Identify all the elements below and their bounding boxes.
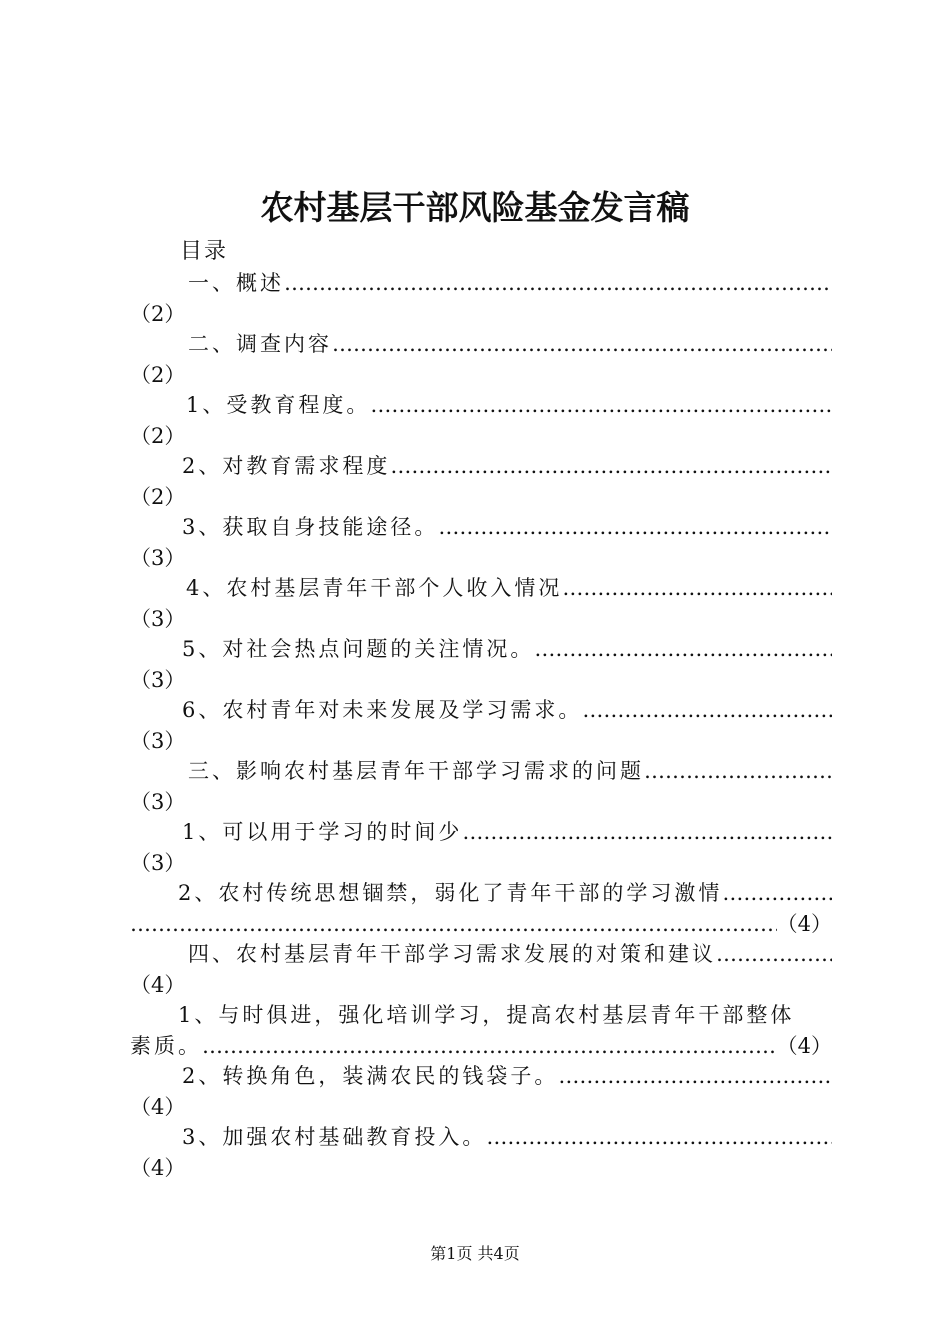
toc-entry-text: 4、农村基层青年干部个人收入情况 bbox=[186, 576, 563, 600]
toc-entry-text: 1、与时俱进，强化培训学习，提高农村基层青年干部整体 bbox=[178, 1003, 795, 1027]
toc-entry-text-continued: 素质。 bbox=[130, 1033, 202, 1058]
toc-entry-line bbox=[130, 756, 832, 787]
toc-entry-text: 2、农村传统思想锢禁，弱化了青年干部的学习激情 bbox=[178, 881, 723, 905]
toc-entry-page-number: （2） bbox=[130, 423, 186, 448]
toc-entry-line bbox=[130, 909, 832, 940]
toc-entry[interactable] bbox=[130, 756, 832, 817]
dot-leader bbox=[562, 573, 832, 604]
toc-entry[interactable] bbox=[130, 817, 832, 878]
toc-entry[interactable] bbox=[130, 939, 832, 1000]
toc-entry-page-number: （3） bbox=[130, 789, 186, 814]
toc-entry-line bbox=[130, 604, 832, 635]
toc-entry[interactable] bbox=[130, 695, 832, 756]
toc-entry-line bbox=[130, 268, 832, 299]
toc-entry-line bbox=[130, 1031, 832, 1062]
toc-entry[interactable] bbox=[130, 512, 832, 573]
toc-entry-line bbox=[130, 787, 832, 818]
toc-entry-page-number: （4） bbox=[776, 1033, 832, 1058]
toc-entry-text: 一、概述 bbox=[188, 271, 284, 295]
dot-leader bbox=[284, 268, 832, 299]
toc-entry-text: 四、农村基层青年干部学习需求发展的对策和建议 bbox=[188, 942, 716, 966]
dot-leader bbox=[644, 756, 832, 787]
toc-entry-page-number: （4） bbox=[130, 1094, 186, 1119]
toc-heading: 目录 bbox=[180, 239, 229, 264]
toc-entry-page-number: （3） bbox=[130, 606, 186, 631]
toc-entry-text: 三、影响农村基层青年干部学习需求的问题 bbox=[188, 759, 644, 783]
toc-entry-page-number: （4） bbox=[130, 972, 186, 997]
toc-entry-text: 3、加强农村基础教育投入。 bbox=[182, 1125, 487, 1149]
toc-entry-line bbox=[130, 970, 832, 1001]
toc-entry-page-number: （4） bbox=[130, 1155, 186, 1180]
toc-entry-line bbox=[130, 939, 832, 970]
dot-leader bbox=[534, 634, 832, 665]
toc-entry[interactable] bbox=[130, 1061, 832, 1122]
toc-entry[interactable] bbox=[130, 1000, 832, 1061]
toc-entry-line bbox=[130, 878, 832, 909]
toc-entry-line bbox=[130, 329, 832, 360]
dot-leader bbox=[716, 939, 832, 970]
dot-leader bbox=[202, 1031, 777, 1062]
toc-entry-line bbox=[130, 543, 832, 574]
toc-entry-line bbox=[130, 482, 832, 513]
toc-entry-line bbox=[130, 360, 832, 391]
dot-leader bbox=[582, 695, 832, 726]
toc-entry-line bbox=[130, 1061, 832, 1092]
toc-entry-text: 6、农村青年对未来发展及学习需求。 bbox=[182, 698, 583, 722]
dot-leader bbox=[558, 1061, 832, 1092]
dot-leader bbox=[130, 909, 777, 940]
toc-entry-text: 1、受教育程度。 bbox=[186, 393, 371, 417]
table-of-contents bbox=[130, 268, 832, 1183]
toc-entry-line bbox=[130, 1000, 832, 1031]
toc-entry-text: 5、对社会热点问题的关注情况。 bbox=[182, 637, 535, 661]
dot-leader bbox=[722, 878, 832, 909]
toc-entry-line bbox=[130, 848, 832, 879]
toc-entry-text: 1、可以用于学习的时间少 bbox=[182, 820, 463, 844]
dot-leader bbox=[462, 817, 832, 848]
toc-entry[interactable] bbox=[130, 634, 832, 695]
dot-leader bbox=[486, 1122, 832, 1153]
toc-entry-line bbox=[130, 817, 832, 848]
toc-entry-line bbox=[130, 299, 832, 330]
toc-entry-text: 二、调查内容 bbox=[188, 332, 332, 356]
toc-entry-page-number: （3） bbox=[130, 850, 186, 875]
toc-entry-page-number: （2） bbox=[130, 301, 186, 326]
toc-entry-line bbox=[130, 512, 832, 543]
page-footer: 第1页 共4页 bbox=[430, 1244, 520, 1263]
dot-leader bbox=[390, 451, 832, 482]
toc-entry-page-number: （2） bbox=[130, 362, 186, 387]
toc-entry-line bbox=[130, 634, 832, 665]
toc-entry-line bbox=[130, 665, 832, 696]
toc-entry-page-number: （3） bbox=[130, 728, 186, 753]
toc-entry[interactable] bbox=[130, 329, 832, 390]
dot-leader bbox=[438, 512, 832, 543]
toc-entry-line bbox=[130, 390, 832, 421]
toc-entry-line bbox=[130, 1122, 832, 1153]
toc-entry-line bbox=[130, 695, 832, 726]
toc-entry-line bbox=[130, 573, 832, 604]
toc-entry-line bbox=[130, 1153, 832, 1184]
toc-entry[interactable] bbox=[130, 451, 832, 512]
toc-entry[interactable] bbox=[130, 268, 832, 329]
toc-entry-line bbox=[130, 1092, 832, 1123]
toc-entry-text: 2、转换角色，装满农民的钱袋子。 bbox=[182, 1064, 559, 1088]
toc-entry-line bbox=[130, 451, 832, 482]
dot-leader bbox=[370, 390, 832, 421]
toc-entry-page-number: （3） bbox=[130, 545, 186, 570]
toc-entry-line bbox=[130, 421, 832, 452]
toc-entry[interactable] bbox=[130, 878, 832, 939]
toc-entry-page-number: （4） bbox=[776, 911, 832, 936]
toc-entry-line bbox=[130, 726, 832, 757]
toc-entry[interactable] bbox=[130, 573, 832, 634]
dot-leader bbox=[332, 329, 832, 360]
toc-entry-page-number: （2） bbox=[130, 484, 186, 509]
toc-entry-text: 3、获取自身技能途径。 bbox=[182, 515, 439, 539]
toc-entry[interactable] bbox=[130, 390, 832, 451]
toc-entry[interactable] bbox=[130, 1122, 832, 1183]
toc-entry-page-number: （3） bbox=[130, 667, 186, 692]
toc-entry-text: 2、对教育需求程度 bbox=[182, 454, 391, 478]
document-title: 农村基层干部风险基金发言稿 bbox=[260, 188, 690, 227]
